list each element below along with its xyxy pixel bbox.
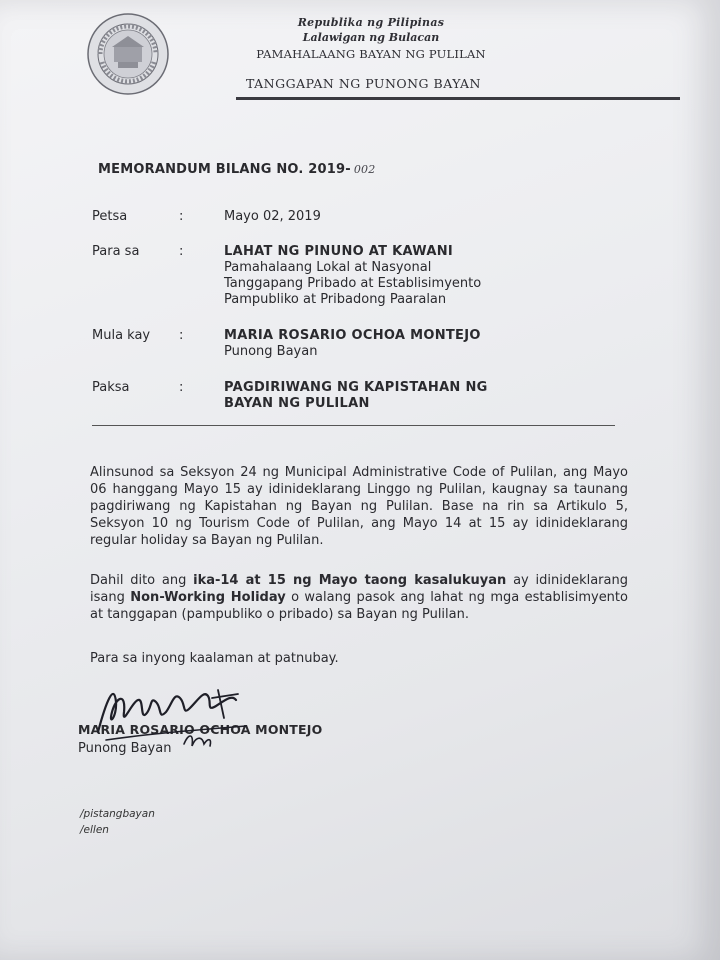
field-petsa-label: Petsa: [92, 209, 128, 224]
letterhead-province: Lalawigan ng Bulacan: [302, 31, 440, 44]
body-paragraph-2: [90, 572, 628, 623]
field-paksa-colon: :: [179, 380, 184, 395]
body-paragraph-3: Para sa inyong kaalaman at patnubay.: [90, 651, 339, 666]
initials-line: /pistangbayan: [80, 808, 155, 820]
field-petsa-colon: :: [179, 209, 184, 224]
subject-line-1: PAGDIRIWANG NG KAPISTAHAN NG: [224, 380, 488, 395]
handwritten-signature-icon: [86, 672, 266, 762]
municipal-seal-icon: [86, 12, 170, 96]
field-mula-kay-value: [224, 328, 544, 360]
field-para-sa-value: [224, 244, 544, 308]
header-separator: [92, 425, 615, 426]
field-mula-kay-label: Mula kay: [92, 328, 151, 343]
signatory-name: MARIA ROSARIO OCHOA MONTEJO: [78, 722, 323, 737]
body-paragraph-1: Alinsunod sa Seksyon 24 ng Municipal Administrative Code of Pulilan, ang Mayo 06 hanggang Mayo 15 ay idinideklarang Linggo ng Pulilan, kaugnay sa taunang pagdiriwang ng Kapistahan ng Bayan ng Pulilan. Base na rin sa Artikulo 5, Seksyon 10 ng Tourism Code of Pulilan, ang Mayo 14 at 15 ay idinideklarang regular holiday sa Bayan ng Pulilan.: [90, 465, 628, 548]
recipient-main: LAHAT NG PINUNO AT KAWANI: [224, 244, 454, 259]
body-p2-holiday: Non-Working Holiday: [130, 590, 286, 605]
recipient-line: Tanggapang Pribado at Establisimyento: [224, 276, 482, 291]
sender-title: Punong Bayan: [224, 344, 318, 359]
field-paksa-value: [224, 380, 544, 412]
recipient-line: Pampubliko at Pribadong Paaralan: [224, 292, 447, 307]
letterhead-republic: Republika ng Pilipinas: [297, 16, 445, 29]
field-petsa-value: Mayo 02, 2019: [224, 209, 321, 224]
body-p2-text: Dahil dito ang: [90, 573, 194, 588]
body-p2-text: ay idinideklarang isang: [90, 573, 628, 605]
letterhead-municipality: PAMAHALAANG BAYAN NG PULILAN: [256, 47, 486, 61]
letterhead-office: TANGGAPAN NG PUNONG BAYAN: [246, 76, 481, 91]
memo-title-text: MEMORANDUM BILANG NO. 2019-: [98, 162, 351, 177]
subject-line-2: BAYAN NG PULILAN: [224, 396, 370, 411]
field-paksa-label: Paksa: [92, 380, 130, 395]
recipient-line: Pamahalaang Lokal at Nasyonal: [224, 260, 432, 275]
initials-line: /ellen: [80, 824, 109, 836]
field-para-sa-colon: :: [179, 244, 184, 259]
letterhead: [236, 16, 506, 61]
field-para-sa-label: Para sa: [92, 244, 140, 259]
body-p2-dates: ika-14 at 15 ng Mayo taong kasalukuyan: [193, 573, 507, 588]
reference-initials: [80, 806, 155, 838]
signatory-title: Punong Bayan: [78, 741, 172, 756]
memo-number: 002: [353, 163, 376, 176]
body-p2-text: o walang pasok ang lahat ng mga establisimyento at tanggapan (pampubliko o pribado) sa Bayan ng Pulilan.: [90, 590, 628, 622]
field-mula-kay-colon: :: [179, 328, 184, 343]
sender-name: MARIA ROSARIO OCHOA MONTEJO: [224, 328, 481, 343]
memo-title: [98, 162, 375, 177]
letterhead-divider: [236, 97, 680, 100]
